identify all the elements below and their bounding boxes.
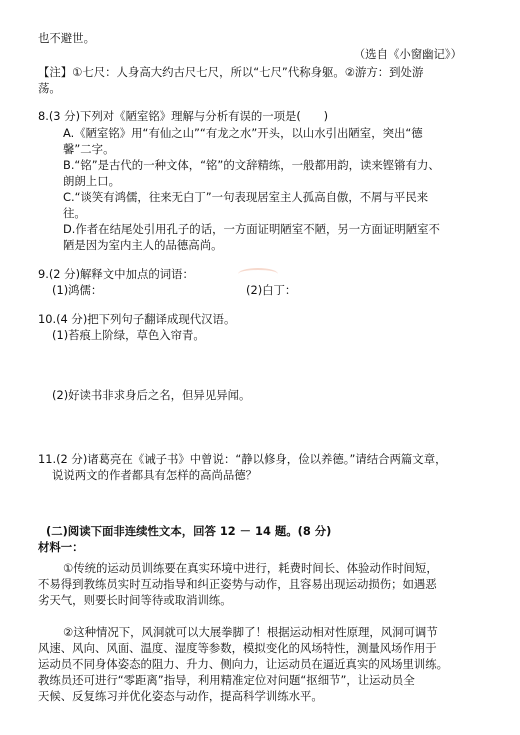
paragraph-line: 天候、反复练习并优化姿态与动作，提高科学训练水平。 [38, 689, 323, 703]
question-9: 9.(2 分)解释文中加点的词语： [38, 267, 194, 281]
option-c: C.“谈笑有鸿儒，往来无白丁”一句表现居室主人孤高自傲，不屑与平民来 [63, 190, 429, 204]
material-heading: 材料一： [38, 540, 84, 554]
paragraph-line: 不易得到教练员实时互动指导和纠正姿势与动作，且容易出现运动损伤；如遇恶 [38, 577, 437, 591]
text-line: 也不避世。 [38, 31, 95, 45]
paragraph-line: 运动员不同身体姿态的阻力、升力、侧向力，让运动员在逼近真实的风场里训练。 [38, 657, 449, 671]
option-b: B.“铭”是古代的一种文体，“铭”的文辞精练，一般都用韵，读来铿锵有力、 [63, 158, 440, 172]
question-11: 说说两文的作者都具有怎样的高尚品德？ [52, 468, 258, 482]
paragraph-line: 风速、风向、风面、温度、湿度等参数，模拟变化的风场特性，测量风场作用于 [38, 641, 437, 655]
option-a: A.《陋室铭》用“有仙之山”“有龙之水”开头，以山水引出陋室，突出“德 [63, 126, 423, 140]
annotation-note: 荡。 [38, 81, 61, 95]
section-heading: (二)阅读下面非连续性文本，回答 12 － 14 题。(8 分) [46, 524, 332, 538]
option-d: D.作者在结尾处引用孔子的话，一方面证明陋室不陋，另一方面证明陋室不 [63, 222, 440, 236]
paragraph-line: ①传统的运动员训练要在真实环境中进行，耗费时间长、体验动作时间短， [63, 561, 438, 575]
question-9-part-2: (2)白丁： [246, 283, 297, 297]
option-d: 陋是因为室内主人的品德高尚。 [63, 238, 223, 252]
paragraph-line: ②这种情况下，风洞就可以大展拳脚了！根据运动相对性原理，风洞可调节 [63, 625, 438, 639]
question-8: 8.(3 分)下列对《陋室铭》理解与分析有误的一项是( ) [38, 109, 329, 123]
source-citation: （选自《小窗幽记》） [353, 47, 462, 61]
annotation-note: 【注】①七尺：人身高大约古尺七尺，所以“七尺”代称身躯。②游方：到处游 [38, 65, 424, 79]
watermark-mark [238, 268, 278, 280]
paragraph-line: 教练员还可进行“零距离”指导，利用精准定位对问题“抠细节”，让运动员全 [38, 673, 415, 687]
option-a: 馨”二字。 [63, 142, 115, 156]
question-9-part-1: (1)鸿儒： [52, 283, 103, 297]
question-10: 10.(4 分)把下列句子翻译成现代汉语。 [38, 312, 236, 326]
paragraph-line: 劣天气，则要长时间等待或取消训练。 [38, 593, 232, 607]
option-b: 朗朗上口。 [63, 174, 120, 188]
question-10-part-2: (2)好读书非求身后之名，但异见异闻。 [52, 388, 251, 402]
question-10-part-1: (1)苔痕上阶绿，草色入帘青。 [52, 328, 205, 342]
question-11: 11.(2 分)诸葛亮在《诫子书》中曾说：“静以修身，俭以养德。”请结合两篇文章， [38, 452, 447, 466]
option-c: 往。 [63, 206, 86, 220]
